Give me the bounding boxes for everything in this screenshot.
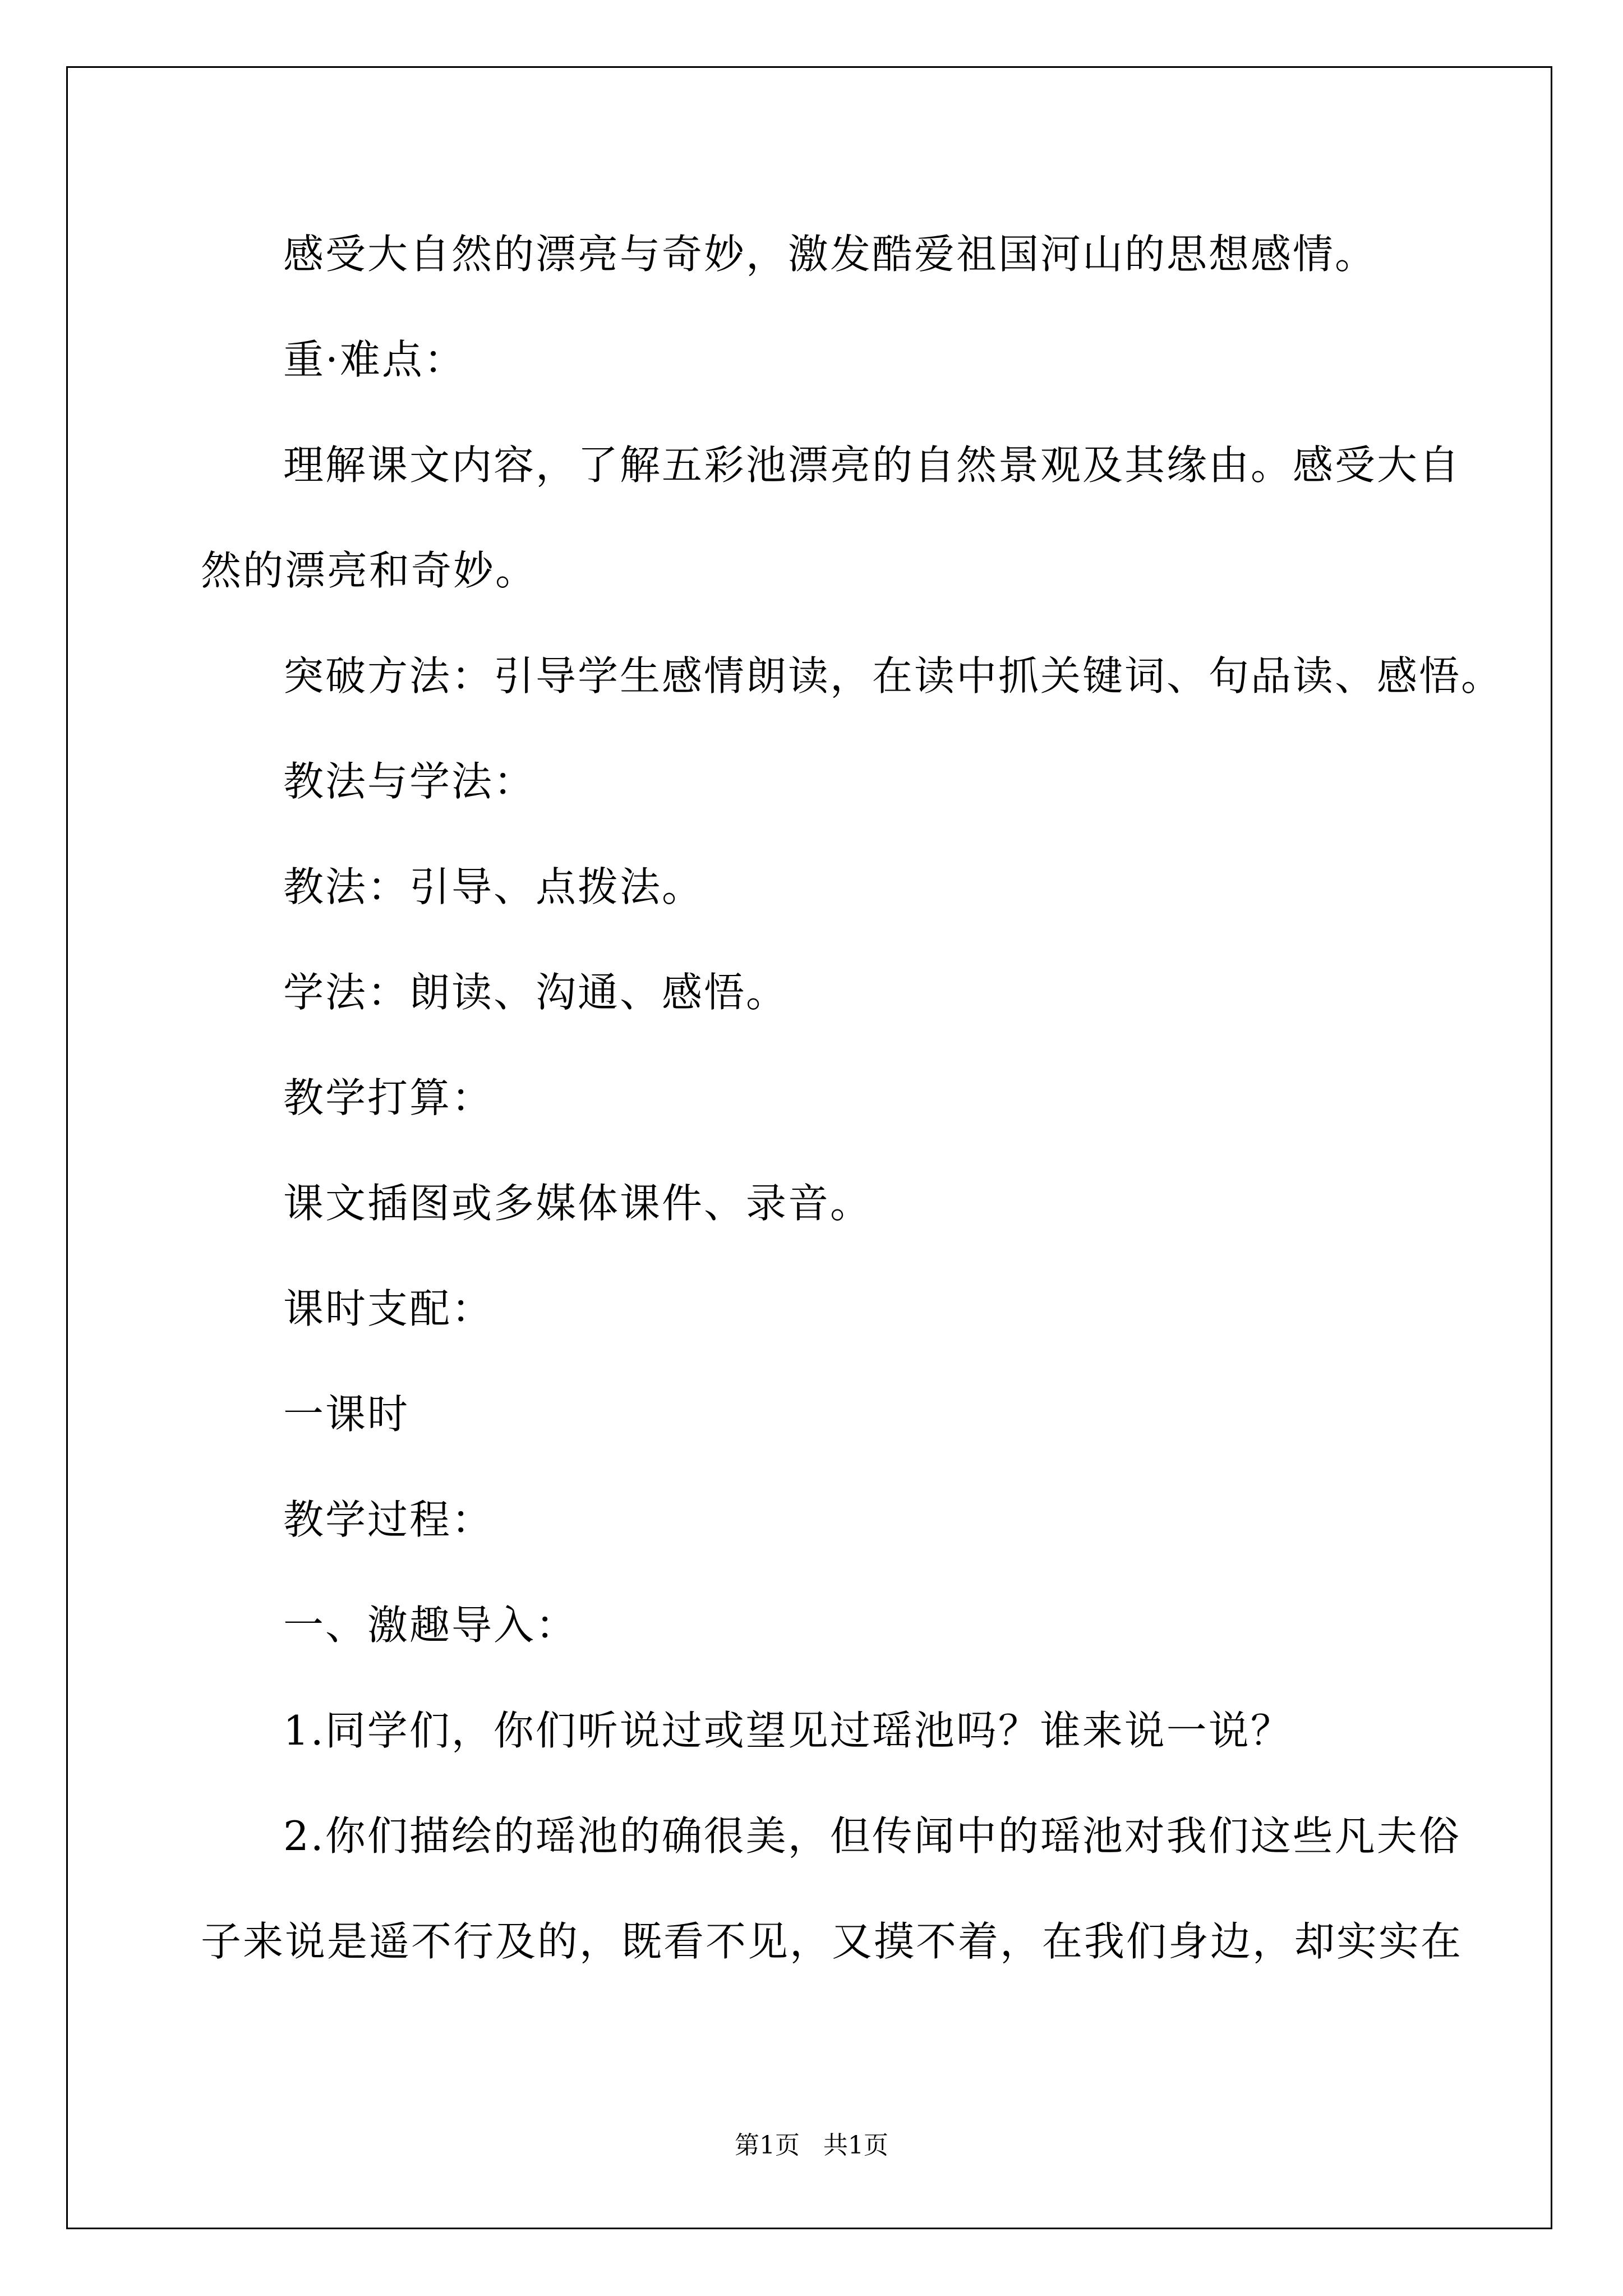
paragraph-line: 一课时 — [283, 1391, 410, 1438]
paragraph-line-continued: 子来说是遥不行及的，既看不见，又摸不着，在我们身边，却实实在 — [201, 1918, 1463, 1965]
section-heading-key-points: 重·难点： — [283, 336, 466, 383]
page-footer — [0, 2133, 1623, 2158]
section-heading-intro: 一、激趣导入： — [283, 1602, 578, 1649]
paragraph-line: 学法：朗读、沟通、感悟。 — [283, 969, 789, 1016]
paragraph-line: 理解课文内容，了解五彩池漂亮的自然景观及其缘由。感受大自 — [283, 441, 1461, 489]
paragraph-line-continued: 然的漂亮和奇妙。 — [201, 547, 538, 594]
page-number-current: 第1页 — [735, 2131, 800, 2160]
section-heading-schedule: 课时支配： — [283, 1285, 494, 1332]
paragraph-line: 教法：引导、点拨法。 — [283, 863, 704, 910]
paragraph-line: 感受大自然的漂亮与奇妙，激发酷爱祖国河山的思想感情。 — [283, 231, 1377, 278]
section-heading-methods: 教法与学法： — [283, 758, 536, 805]
paragraph-line: 2.你们描绘的瑶池的确很美，但传闻中的瑶池对我们这些凡夫俗 — [283, 1812, 1461, 1860]
paragraph-line: 1.同学们，你们听说过或望见过瑶池吗？谁来说一说？ — [283, 1707, 1293, 1754]
page-number-total: 共1页 — [823, 2131, 888, 2160]
section-heading-process: 教学过程： — [283, 1496, 494, 1543]
page-border — [66, 66, 1552, 2229]
paragraph-line: 突破方法：引导学生感情朗读，在读中抓关键词、句品读、感悟。 — [283, 652, 1504, 700]
paragraph-line: 课文插图或多媒体课件、录音。 — [283, 1180, 873, 1227]
section-heading-preparation: 教学打算： — [283, 1074, 494, 1121]
